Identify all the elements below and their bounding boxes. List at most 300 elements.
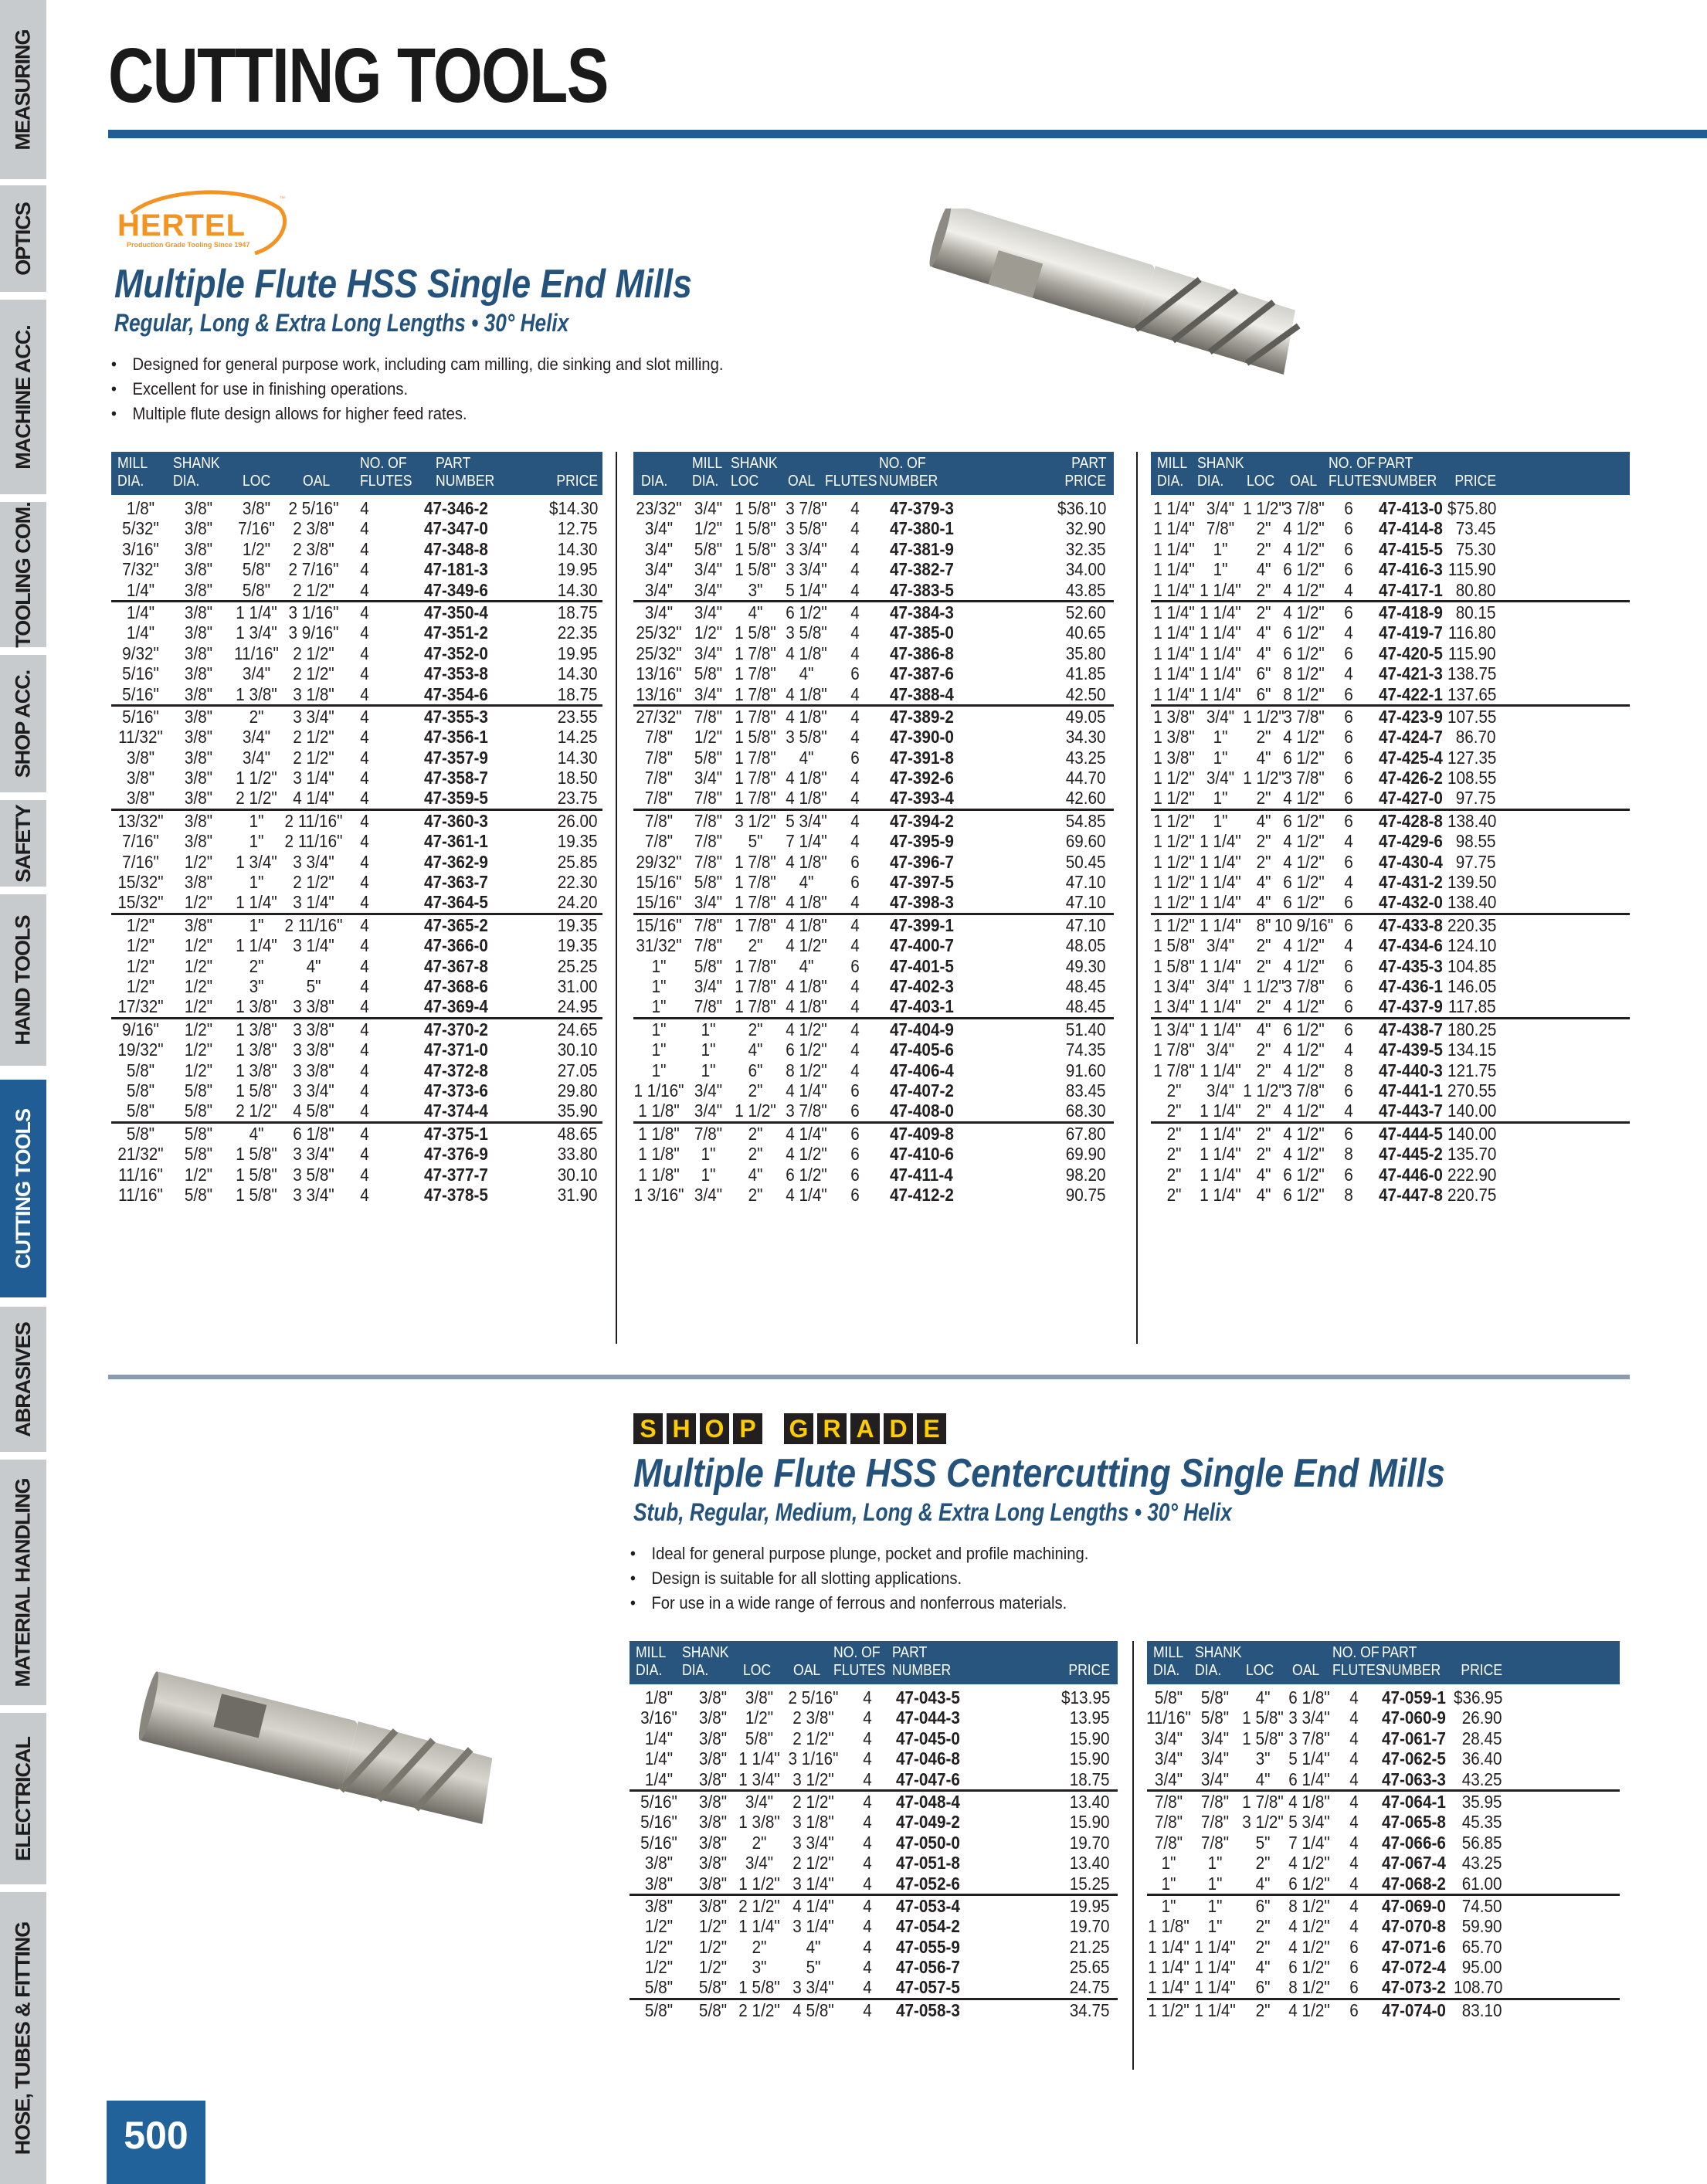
side-tab-hand-tools[interactable]	[0, 894, 46, 1066]
mill-dia-cell: 9/16"	[122, 1019, 159, 1039]
part-number-cell[interactable]: 47-432-0	[1379, 892, 1443, 913]
part-number-cell[interactable]: 47-369-4	[424, 996, 488, 1017]
shank-dia-cell: 1"	[701, 1039, 716, 1060]
part-number-cell[interactable]: 47-433-8	[1379, 914, 1443, 935]
part-number-cell[interactable]: 47-438-7	[1379, 1019, 1443, 1039]
flutes-cell: 4	[360, 727, 369, 748]
part-number-cell[interactable]: 47-441-1	[1379, 1080, 1443, 1100]
column-header: LOC	[1247, 473, 1275, 490]
column-header: PART	[892, 1644, 928, 1661]
loc-cell: 4"	[1256, 622, 1271, 643]
side-tab-measuring[interactable]	[0, 0, 46, 179]
shank-dia-cell: 1 1/4"	[1200, 851, 1241, 872]
part-number-cell[interactable]: 47-435-3	[1379, 955, 1443, 976]
table-row	[111, 1100, 602, 1121]
part-number-cell[interactable]: 47-419-7	[1379, 622, 1443, 643]
mill-dia-cell: 21/32"	[117, 1144, 164, 1165]
side-tab-optics[interactable]	[0, 185, 46, 292]
part-number-cell[interactable]: 47-409-8	[890, 1123, 954, 1144]
side-tab-safety[interactable]	[0, 800, 46, 887]
part-number-cell[interactable]: 47-413-0	[1379, 498, 1443, 518]
table-row	[111, 1017, 602, 1039]
mill-dia-cell: 1 1/4"	[1153, 559, 1195, 580]
price-cell: 115.90	[1448, 559, 1496, 580]
mill-dia-cell: 1 7/8"	[1153, 1060, 1195, 1080]
loc-cell: 1 3/8"	[236, 1019, 277, 1039]
price-cell: 35.90	[558, 1100, 598, 1121]
part-number-cell[interactable]: 47-416-3	[1379, 559, 1443, 580]
part-number-cell[interactable]: 47-446-0	[1379, 1164, 1443, 1185]
part-number-cell[interactable]: 47-444-5	[1379, 1123, 1443, 1144]
part-number-cell[interactable]: 47-403-1	[890, 996, 954, 1017]
part-number-cell[interactable]: 47-073-2	[1382, 1977, 1446, 1998]
part-number-cell[interactable]: 47-055-9	[896, 1936, 960, 1957]
side-tab-hose-tubes-fitting[interactable]	[0, 1892, 46, 2184]
oal-cell: 7 1/4"	[1288, 1832, 1330, 1853]
side-tab-label: HOSE, TUBES & FITTING	[11, 1921, 35, 2155]
flutes-cell: 4	[850, 1039, 860, 1060]
part-number-cell[interactable]: 47-397-5	[890, 872, 954, 893]
part-number-cell[interactable]: 47-377-7	[424, 1164, 488, 1185]
mill-dia-cell: 1 3/4"	[1153, 996, 1195, 1017]
part-number-cell[interactable]: 47-385-0	[890, 622, 954, 643]
part-number-cell[interactable]: 47-357-9	[424, 747, 488, 768]
price-cell: 137.65	[1447, 683, 1496, 704]
part-number-cell[interactable]: 47-401-5	[890, 955, 954, 976]
part-number-cell[interactable]: 47-358-7	[424, 768, 488, 788]
column-header: PRICE	[1461, 1662, 1502, 1679]
oal-cell: 5 3/4"	[1288, 1812, 1330, 1833]
part-number-cell[interactable]: 47-046-8	[896, 1748, 960, 1769]
price-cell: 15.90	[1070, 1812, 1110, 1833]
mill-dia-cell: 1 1/8"	[638, 1123, 680, 1144]
feature-item: • Designed for general purpose work, including cam milling, die sinking and slot milling.	[110, 352, 723, 377]
shank-dia-cell: 3/4"	[694, 975, 723, 996]
part-number-cell[interactable]: 47-067-4	[1382, 1853, 1446, 1874]
table-header	[633, 452, 1114, 495]
price-cell: 48.05	[1066, 935, 1106, 956]
part-number-cell[interactable]: 47-348-8	[424, 538, 488, 559]
flutes-cell: 4	[1349, 1748, 1359, 1769]
loc-cell: 3/4"	[745, 1791, 774, 1812]
part-number-cell[interactable]: 47-368-6	[424, 975, 488, 996]
part-number-cell[interactable]: 47-426-2	[1379, 768, 1443, 788]
part-number-cell[interactable]: 47-429-6	[1379, 831, 1443, 852]
table-row	[633, 643, 1114, 663]
part-number-cell[interactable]: 47-384-3	[890, 602, 954, 622]
price-cell: 27.05	[558, 1060, 598, 1080]
part-number-cell[interactable]: 47-065-8	[1382, 1812, 1446, 1833]
shank-dia-cell: 1 1/4"	[1200, 996, 1241, 1017]
oal-cell: 3 5/8"	[786, 518, 827, 539]
shank-dia-cell: 1"	[701, 1060, 716, 1080]
part-number-cell[interactable]: 47-056-7	[896, 1957, 960, 1978]
part-number-cell[interactable]: 47-382-7	[890, 559, 954, 580]
part-number-cell[interactable]: 47-360-3	[424, 810, 488, 831]
loc-cell: 2"	[1256, 1060, 1271, 1080]
oal-cell: 3 3/8"	[293, 996, 334, 1017]
shank-dia-cell: 7/8"	[1200, 1832, 1230, 1853]
part-number-cell[interactable]: 47-060-9	[1382, 1708, 1446, 1728]
table-row	[1151, 1100, 1630, 1121]
part-number-cell[interactable]: 47-412-2	[890, 1184, 954, 1205]
price-cell: 30.10	[558, 1164, 598, 1185]
loc-cell: 3"	[748, 579, 763, 600]
table-row	[630, 1998, 1118, 2020]
part-number-cell[interactable]: 47-400-7	[890, 935, 954, 956]
table-row	[633, 788, 1114, 808]
price-cell: 31.00	[558, 975, 598, 996]
table-row	[1151, 498, 1630, 518]
part-number-cell[interactable]: 47-425-4	[1379, 747, 1443, 768]
price-cell: 180.25	[1447, 1019, 1496, 1039]
part-number-cell[interactable]: 47-375-1	[424, 1123, 488, 1144]
part-number-cell[interactable]: 47-072-4	[1382, 1957, 1446, 1978]
part-number-cell[interactable]: 47-408-0	[890, 1100, 954, 1121]
oal-cell: 3 7/8"	[786, 1100, 827, 1121]
side-tab-shop-acc[interactable]	[0, 655, 46, 792]
part-number-cell[interactable]: 47-389-2	[890, 706, 954, 727]
table-row	[1151, 1039, 1630, 1060]
part-number-cell[interactable]: 47-428-8	[1379, 810, 1443, 831]
part-number-cell[interactable]: 47-048-4	[896, 1791, 960, 1812]
oal-cell: 4"	[799, 663, 814, 684]
part-number-cell[interactable]: 47-365-2	[424, 914, 488, 935]
price-cell: 139.50	[1447, 872, 1496, 893]
part-number-cell[interactable]: 47-181-3	[424, 559, 488, 580]
flutes-cell: 4	[850, 559, 860, 580]
side-tab-tooling-com[interactable]	[0, 502, 46, 647]
loc-cell: 1 3/8"	[738, 1812, 780, 1833]
mill-dia-cell: 23/32"	[636, 498, 682, 518]
price-cell: 13.95	[1070, 1708, 1110, 1728]
part-number-cell[interactable]: 47-410-6	[890, 1144, 954, 1165]
side-tab-abrasives[interactable]	[0, 1307, 46, 1452]
side-tab-electrical[interactable]	[0, 1713, 46, 1884]
column-header: DIA.	[692, 473, 719, 490]
table-header	[1147, 1641, 1620, 1684]
price-cell: 14.25	[558, 727, 598, 748]
part-number-cell[interactable]: 47-443-7	[1379, 1100, 1443, 1121]
part-number-cell[interactable]: 47-383-5	[890, 579, 954, 600]
part-number-cell[interactable]: 47-406-4	[890, 1060, 954, 1080]
flutes-cell: 4	[863, 1895, 872, 1916]
part-number-cell[interactable]: 47-394-2	[890, 810, 954, 831]
loc-cell: 2"	[748, 1019, 763, 1039]
part-number-cell[interactable]: 47-052-6	[896, 1873, 960, 1894]
part-number-cell[interactable]: 47-050-0	[896, 1832, 960, 1853]
price-cell: 31.90	[558, 1184, 598, 1205]
flutes-cell: 4	[850, 706, 860, 727]
oal-cell: 2 3/8"	[792, 1708, 834, 1728]
mill-dia-cell: 5/16"	[640, 1791, 677, 1812]
column-divider	[1132, 1641, 1134, 2070]
mill-dia-cell: 1 1/4"	[1148, 1977, 1189, 1998]
part-number-cell[interactable]: 47-363-7	[424, 872, 488, 893]
oal-cell: 3 3/4"	[792, 1832, 834, 1853]
oal-cell: 4 1/2"	[1283, 1100, 1325, 1121]
table-row	[1151, 892, 1630, 912]
part-number-cell[interactable]: 47-367-8	[424, 955, 488, 976]
price-cell: 15.90	[1070, 1728, 1110, 1748]
part-number-cell[interactable]: 47-430-4	[1379, 851, 1443, 872]
oal-cell: 4 1/4"	[786, 1123, 827, 1144]
side-tab-cutting-tools[interactable]	[0, 1080, 46, 1297]
shank-dia-cell: 1 1/4"	[1200, 1060, 1241, 1080]
part-number-cell[interactable]: 47-350-4	[424, 602, 488, 622]
part-number-cell[interactable]: 47-371-0	[424, 1039, 488, 1060]
flutes-cell: 6	[1344, 892, 1353, 913]
part-number-cell[interactable]: 47-354-6	[424, 683, 488, 704]
part-number-cell[interactable]: 47-423-9	[1379, 706, 1443, 727]
flutes-cell: 4	[360, 706, 369, 727]
oal-cell: 5 3/4"	[786, 810, 827, 831]
flutes-cell: 6	[850, 663, 860, 684]
oal-cell: 2 11/16"	[284, 914, 343, 935]
part-number-cell[interactable]: 47-399-1	[890, 914, 954, 935]
loc-cell: 1 1/2"	[1243, 498, 1284, 518]
mill-dia-cell: 11/16"	[118, 1184, 163, 1205]
part-number-cell[interactable]: 47-054-2	[896, 1916, 960, 1937]
part-number-cell[interactable]: 47-376-9	[424, 1144, 488, 1165]
part-number-cell[interactable]: 47-356-1	[424, 727, 488, 748]
flutes-cell: 4	[850, 914, 860, 935]
part-number-cell[interactable]: 47-378-5	[424, 1184, 488, 1205]
table-row	[1151, 684, 1630, 704]
table-row	[111, 831, 602, 851]
part-number-cell[interactable]: 47-417-1	[1379, 579, 1443, 600]
part-number-cell[interactable]: 47-062-5	[1382, 1748, 1446, 1769]
flutes-cell: 6	[1344, 602, 1353, 622]
part-number-cell[interactable]: 47-074-0	[1382, 1999, 1446, 2020]
part-number-cell[interactable]: 47-070-8	[1382, 1916, 1446, 1937]
mill-dia-cell: 2"	[1166, 1100, 1182, 1121]
part-number-cell[interactable]: 47-044-3	[896, 1708, 960, 1728]
part-number-cell[interactable]: 47-059-1	[1382, 1687, 1446, 1708]
part-number-cell[interactable]: 47-373-6	[424, 1080, 488, 1100]
part-number-cell[interactable]: 47-045-0	[896, 1728, 960, 1748]
table-row	[111, 996, 602, 1016]
flutes-cell: 4	[1344, 1100, 1353, 1121]
oal-cell: 3 5/8"	[786, 727, 827, 748]
part-number-cell[interactable]: 47-395-9	[890, 831, 954, 852]
shank-dia-cell: 5/8"	[1200, 1687, 1230, 1708]
part-number-cell[interactable]: 47-405-6	[890, 1039, 954, 1060]
flutes-cell: 4	[1344, 872, 1353, 893]
flutes-cell: 4	[863, 1791, 872, 1812]
part-number-cell[interactable]: 47-404-9	[890, 1019, 954, 1039]
flutes-cell: 8	[1344, 1060, 1353, 1080]
flutes-cell: 4	[850, 996, 860, 1017]
flutes-cell: 6	[850, 1184, 860, 1205]
part-number-cell[interactable]: 47-353-8	[424, 663, 488, 684]
table-row	[111, 748, 602, 768]
part-number-cell[interactable]: 47-366-0	[424, 935, 488, 956]
flutes-cell: 4	[850, 683, 860, 704]
flutes-cell: 6	[1344, 810, 1353, 831]
part-number-cell[interactable]: 47-349-6	[424, 579, 488, 600]
part-number-cell[interactable]: 47-043-5	[896, 1687, 960, 1708]
column-header: DIA.	[1197, 473, 1224, 490]
part-number-cell[interactable]: 47-347-0	[424, 518, 488, 539]
part-number-cell[interactable]: 47-064-1	[1382, 1791, 1446, 1812]
flutes-cell: 4	[850, 498, 860, 518]
mill-dia-cell: 13/16"	[636, 683, 682, 704]
shank-dia-cell: 3/8"	[698, 1687, 728, 1708]
loc-cell: 1 7/8"	[735, 747, 776, 768]
table-row	[111, 727, 602, 747]
part-number-cell[interactable]: 47-370-2	[424, 1019, 488, 1039]
logo-trademark: ™	[280, 196, 285, 202]
price-cell: 18.75	[558, 602, 598, 622]
price-cell: 23.75	[558, 788, 598, 809]
loc-cell: 2"	[1256, 1100, 1271, 1121]
part-number-cell[interactable]: 47-355-3	[424, 706, 488, 727]
part-number-cell[interactable]: 47-071-6	[1382, 1936, 1446, 1957]
part-number-cell[interactable]: 47-418-9	[1379, 602, 1443, 622]
loc-cell: 4"	[1255, 1769, 1271, 1789]
oal-cell: 5"	[806, 1957, 821, 1978]
side-tab-material-handling[interactable]	[0, 1460, 46, 1705]
table-row	[1151, 1121, 1630, 1144]
part-number-cell[interactable]: 47-388-4	[890, 683, 954, 704]
mill-dia-cell: 5/8"	[1154, 1687, 1183, 1708]
part-number-cell[interactable]: 47-434-6	[1379, 935, 1443, 956]
loc-cell: 2"	[249, 955, 264, 976]
price-cell: 47.10	[1066, 914, 1106, 935]
oal-cell: 3 7/8"	[1283, 768, 1325, 788]
part-number-cell[interactable]: 47-424-7	[1379, 727, 1443, 748]
part-number-cell[interactable]: 47-061-7	[1382, 1728, 1446, 1748]
part-number-cell[interactable]: 47-386-8	[890, 643, 954, 663]
loc-cell: 1 5/8"	[236, 1164, 277, 1185]
table-row	[111, 518, 602, 538]
loc-cell: 2"	[1256, 579, 1271, 600]
part-number-cell[interactable]: 47-057-5	[896, 1977, 960, 1998]
flutes-cell: 6	[1349, 1957, 1359, 1978]
loc-cell: 4"	[1256, 559, 1271, 580]
oal-cell: 3 7/8"	[1283, 498, 1325, 518]
shank-dia-cell: 3/8"	[698, 1708, 728, 1728]
loc-cell: 4"	[748, 1164, 763, 1185]
flutes-cell: 4	[360, 1080, 369, 1100]
flutes-cell: 4	[360, 579, 369, 600]
part-number-cell[interactable]: 47-415-5	[1379, 538, 1443, 559]
part-number-cell[interactable]: 47-066-6	[1382, 1832, 1446, 1853]
part-number-cell[interactable]: 47-431-2	[1379, 872, 1443, 893]
part-number-cell[interactable]: 47-414-8	[1379, 518, 1443, 539]
loc-cell: 2"	[748, 1123, 763, 1144]
part-number-cell[interactable]: 47-381-9	[890, 538, 954, 559]
part-number-cell[interactable]: 47-351-2	[424, 622, 488, 643]
part-number-cell[interactable]: 47-445-2	[1379, 1144, 1443, 1165]
mill-dia-cell: 7/16"	[122, 851, 159, 872]
price-cell: 98.55	[1456, 831, 1496, 852]
flutes-cell: 4	[863, 1832, 872, 1853]
part-number-cell[interactable]: 47-411-4	[890, 1164, 953, 1185]
flutes-cell: 6	[1344, 851, 1353, 872]
part-number-cell[interactable]: 47-402-3	[890, 975, 954, 996]
loc-cell: 3/4"	[242, 747, 271, 768]
part-number-cell[interactable]: 47-051-8	[896, 1853, 960, 1874]
column-header: LOC	[743, 1662, 772, 1679]
mill-dia-cell: 1 3/8"	[1153, 706, 1195, 727]
part-number-cell[interactable]: 47-047-6	[896, 1769, 960, 1789]
part-number-cell[interactable]: 47-439-5	[1379, 1039, 1443, 1060]
part-number-cell[interactable]: 47-362-9	[424, 851, 488, 872]
part-number-cell[interactable]: 47-374-4	[424, 1100, 488, 1121]
price-cell: $36.95	[1453, 1687, 1502, 1708]
part-number-cell[interactable]: 47-422-1	[1379, 683, 1443, 704]
mill-dia-cell: 25/32"	[636, 643, 682, 663]
part-number-cell[interactable]: 47-063-3	[1382, 1769, 1446, 1789]
part-number-cell[interactable]: 47-352-0	[424, 643, 488, 663]
part-number-cell[interactable]: 47-390-0	[890, 727, 954, 748]
part-number-cell[interactable]: 47-053-4	[896, 1895, 960, 1916]
table-row	[633, 1185, 1114, 1205]
part-number-cell[interactable]: 47-372-8	[424, 1060, 488, 1080]
loc-cell: 1/2"	[745, 1708, 774, 1728]
part-number-cell[interactable]: 47-069-0	[1382, 1895, 1446, 1916]
table-row	[630, 1687, 1118, 1708]
part-number-cell[interactable]: 47-421-3	[1379, 663, 1443, 684]
part-number-cell[interactable]: 47-447-8	[1379, 1184, 1443, 1205]
part-number-cell[interactable]: 47-387-6	[890, 663, 954, 684]
shank-dia-cell: 7/8"	[694, 996, 723, 1017]
shank-dia-cell: 3/8"	[184, 559, 213, 580]
part-number-cell[interactable]: 47-420-5	[1379, 643, 1443, 663]
part-number-cell[interactable]: 47-346-2	[424, 498, 488, 518]
part-number-cell[interactable]: 47-437-9	[1379, 996, 1443, 1017]
part-number-cell[interactable]: 47-361-1	[424, 831, 488, 852]
shank-dia-cell: 5/8"	[694, 663, 723, 684]
part-number-cell[interactable]: 47-396-7	[890, 851, 954, 872]
oal-cell: 3 1/4"	[792, 1916, 834, 1937]
part-number-cell[interactable]: 47-407-2	[890, 1080, 954, 1100]
part-number-cell[interactable]: 47-440-3	[1379, 1060, 1443, 1080]
mill-dia-cell: 1 1/2"	[1153, 872, 1195, 893]
column-header: SHANK	[1195, 1644, 1242, 1661]
part-number-cell[interactable]: 47-436-1	[1379, 975, 1443, 996]
side-tab-machine-acc[interactable]	[0, 300, 46, 494]
price-cell: 28.45	[1462, 1728, 1502, 1748]
table-row	[633, 663, 1114, 683]
loc-cell: 1 1/2"	[1243, 975, 1284, 996]
flutes-cell: 6	[1344, 768, 1353, 788]
table-row	[633, 518, 1114, 538]
part-number-cell[interactable]: 47-427-0	[1379, 788, 1443, 809]
loc-cell: 2"	[1256, 538, 1271, 559]
part-number-cell[interactable]: 47-049-2	[896, 1812, 960, 1833]
table-row	[1147, 1687, 1620, 1708]
part-number-cell[interactable]: 47-391-8	[890, 747, 954, 768]
part-number-cell[interactable]: 47-379-3	[890, 498, 954, 518]
part-number-cell[interactable]: 47-359-5	[424, 788, 488, 809]
mill-dia-cell: 1 5/8"	[1153, 955, 1195, 976]
part-number-cell[interactable]: 47-398-3	[890, 892, 954, 913]
oal-cell: 3 3/8"	[293, 1060, 334, 1080]
part-number-cell[interactable]: 47-380-1	[890, 518, 954, 539]
column-header: DIA.	[1195, 1662, 1222, 1679]
shank-dia-cell: 3/4"	[694, 892, 723, 913]
flutes-cell: 6	[1344, 498, 1353, 518]
part-number-cell[interactable]: 47-068-2	[1382, 1873, 1446, 1894]
part-number-cell[interactable]: 47-058-3	[896, 1999, 960, 2020]
part-number-cell[interactable]: 47-364-5	[424, 892, 488, 913]
table-row	[633, 1060, 1114, 1080]
part-number-cell[interactable]: 47-392-6	[890, 768, 954, 788]
part-number-cell[interactable]: 47-393-4	[890, 788, 954, 809]
